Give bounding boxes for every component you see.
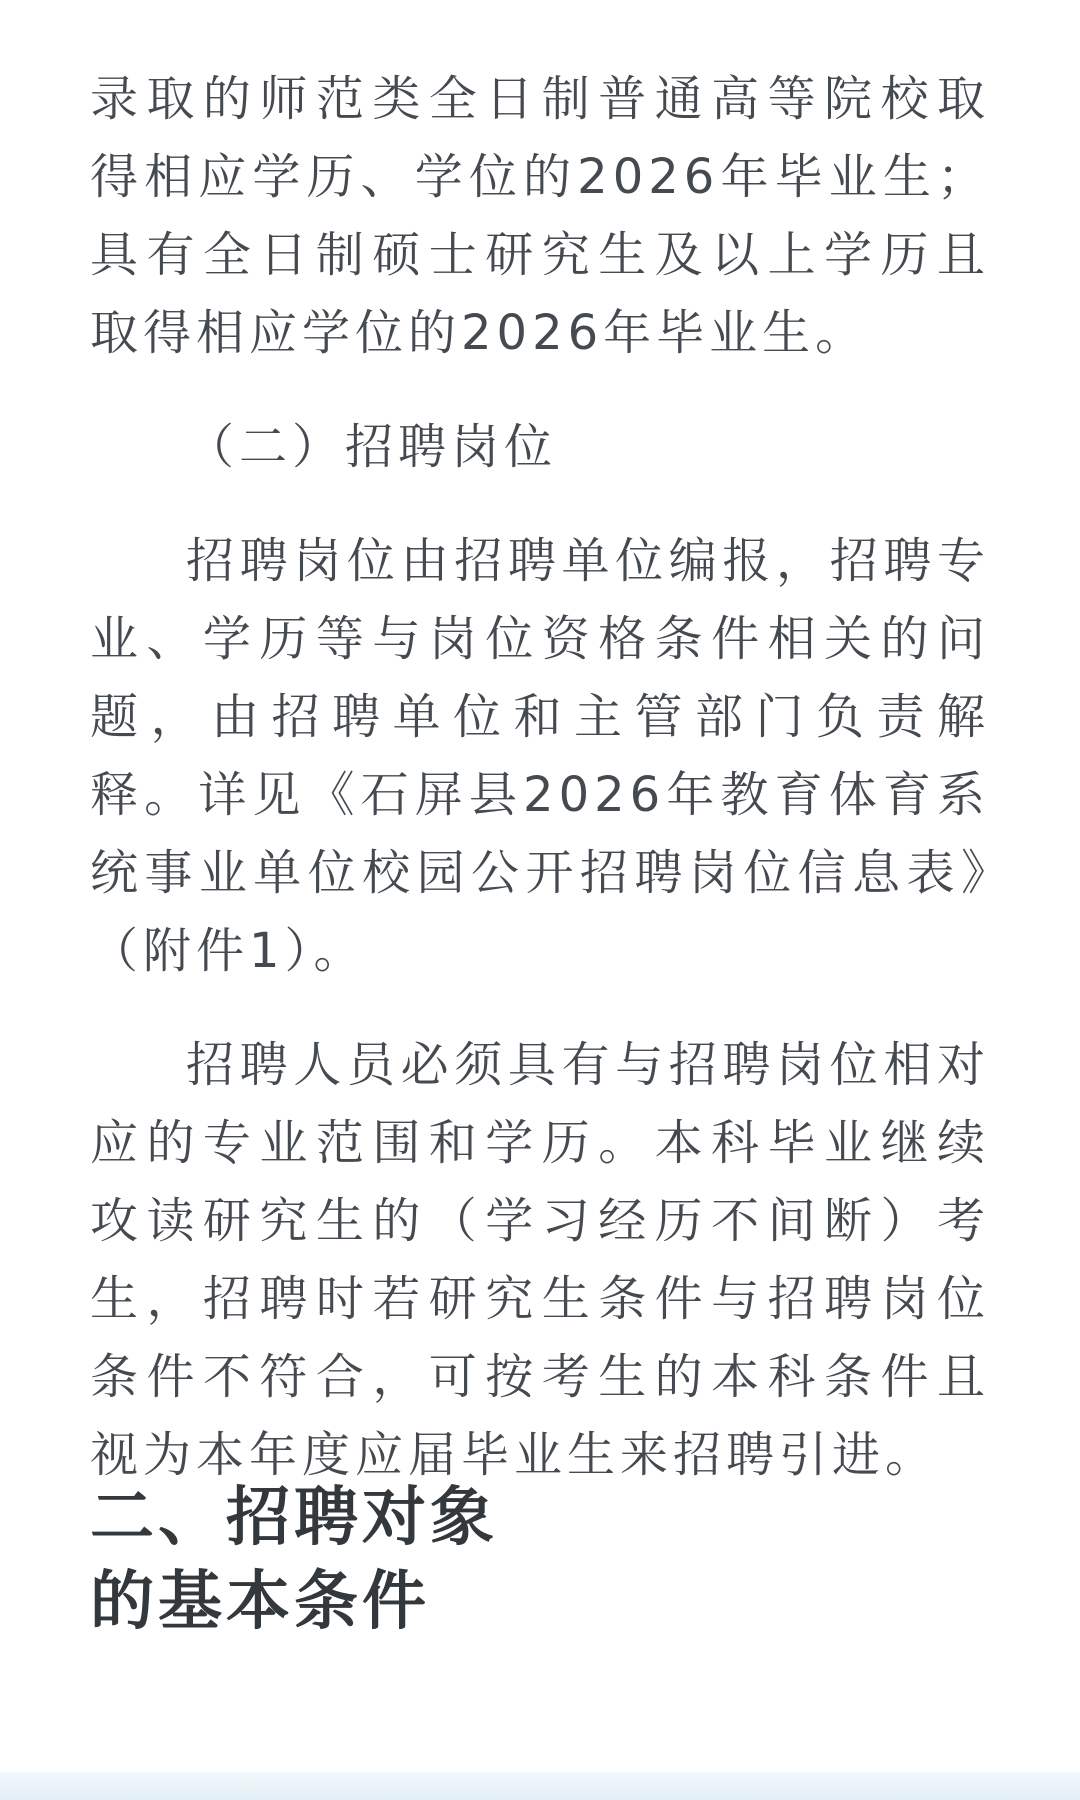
subheading-positions: （二）招聘岗位 (186, 419, 558, 475)
section-heading-line-2: 的基本条件 (90, 1565, 430, 1639)
section-heading (90, 1476, 498, 1644)
paragraph-positions: 招聘岗位由招聘单位编报，招聘专业、学历等与岗位资格条件相关的问题，由招聘单位和主管部门负责解释。详见《石屏县2026年教育体育系统事业单位校园公开招聘岗位信息表》（附件1）。 (90, 533, 990, 979)
paragraph-eligibility: 录取的师范类全日制普通高等院校取得相应学历、学位的2026年毕业生；具有全日制硕士研究生及以上学历且取得相应学位的2026年毕业生。 (90, 71, 990, 361)
section-heading-line-1: 二、招聘对象 (90, 1481, 498, 1555)
article-body (90, 60, 990, 1494)
paragraph-requirements: 招聘人员必须具有与招聘岗位相对应的专业范围和学历。本科毕业继续攻读研究生的（学习经历不间断）考生，招聘时若研究生条件与招聘岗位条件不符合，可按考生的本科条件且视为本年度应届毕业生来招聘引进。 (90, 1037, 990, 1483)
bottom-decoration-band (0, 1772, 1080, 1800)
